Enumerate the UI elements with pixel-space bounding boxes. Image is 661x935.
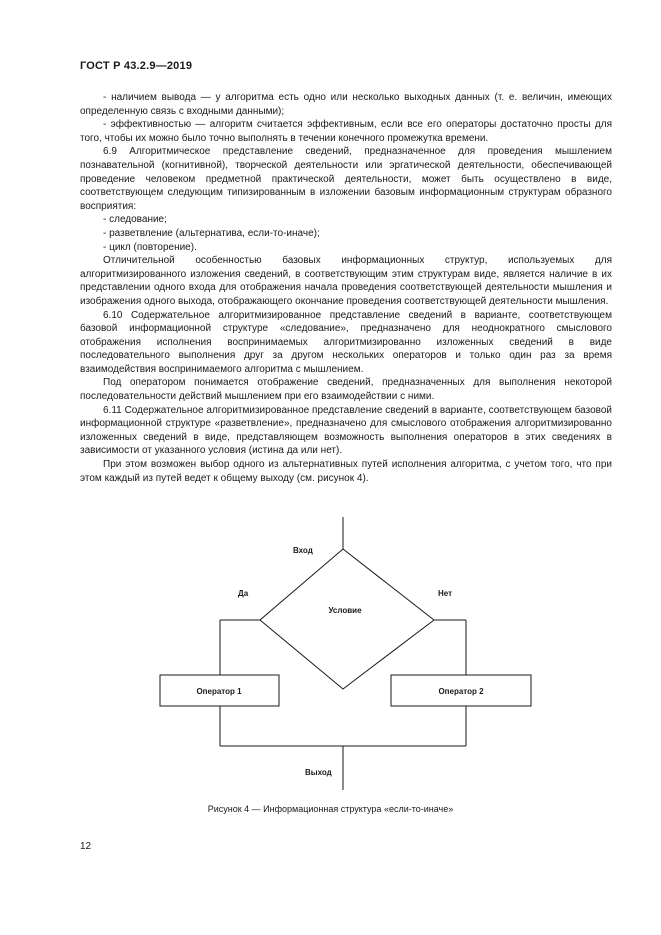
body-text [80, 91, 612, 485]
page-number: 12 [80, 841, 92, 852]
list-item-output: - наличием вывода — у алгоритма есть одно или несколько выходных данных (т. е. величин, имеющих определенную связь с входными данными); [80, 92, 612, 117]
operator-2-label: Оператор 2 [438, 687, 484, 696]
list-item-loop: - цикл (повторение). [103, 241, 197, 253]
list-item-sequence: - следование; [103, 214, 167, 226]
condition-label: Условие [328, 606, 362, 615]
paragraph-distinctive-feature: Отличительной особенностью базовых информационных структур, используемых для алгоритмизированного изложения сведений, в соответствующим этим структурам виде, является наличие в их представлении одного входа для отображения начала проведения соответствующей деятельности мышления и изображения одного выхода, отображающего окончание проведения соответствующей деятельности мышления. [80, 255, 612, 307]
paragraph-operator-definition: Под оператором понимается отображение сведений, предназначенных для выполнения некоторой последовательности действий мышлением при его взаимодействии с ними. [80, 377, 612, 403]
operator-1-label: Оператор 1 [196, 687, 242, 696]
yes-label: Да [238, 589, 249, 598]
figure-caption: Рисунок 4 — Информационная структура «если-то-иначе» [207, 804, 454, 814]
no-label: Нет [438, 589, 453, 598]
condition-diamond [260, 549, 434, 689]
paragraph-6-9: 6.9 Алгоритмическое представление сведений, предназначенное для проведения мышлением познавательной (когнитивной), творческой деятельности или эргатической деятельности, обеспечивающей проведение человеком предметной практической деятельности, может быть осуществлено в виде, соответствующем следующим типизированным в изложении базовым информационным структурам образного восприятия: [80, 146, 612, 212]
operator-1-box [160, 675, 279, 706]
paragraph-6-10: 6.10 Содержательное алгоритмизированное представление сведений в варианте, соответствующем базовой информационной структуре «следование», предназначено для неоднократного смыслового отображения исполнения воспринимаемых алгоритмизированно изложенных сведений в виде последовательного выполнения друг за другом нескольких операторов и только один раз за время взаимодействия воспринимаемого алгоритма с мышлением. [80, 309, 612, 375]
operator-2-box [391, 675, 531, 706]
input-label: Вход [293, 546, 313, 555]
list-item-branch: - разветвление (альтернатива, если-то-иначе); [103, 227, 320, 239]
document-header: ГОСТ Р 43.2.9—2019 [80, 60, 193, 72]
output-label: Выход [305, 768, 332, 777]
list-item-efficiency: - эффективностью — алгоритм считается эффективным, если все его операторы достаточно просты для того, чтобы их можно было точно выполнять в течении конечного промежутка времени. [80, 119, 612, 144]
paragraph-alternative-paths: При этом возможен выбор одного из альтернативных путей исполнения алгоритма, с учетом того, что при этом каждый из путей ведет к общему выходу (см. рисунок 4). [80, 459, 612, 484]
paragraph-6-11: 6.11 Содержательное алгоритмизированное представление сведений в варианте, соответствующем базовой информационной структуре «разветвление», предназначено для смыслового отображения алгоритмизированно изложенных сведений в виде, представляющем возможность выполнения операторов в этих сведениях в зависимости от указанного условия (истина да или нет). [80, 404, 612, 457]
